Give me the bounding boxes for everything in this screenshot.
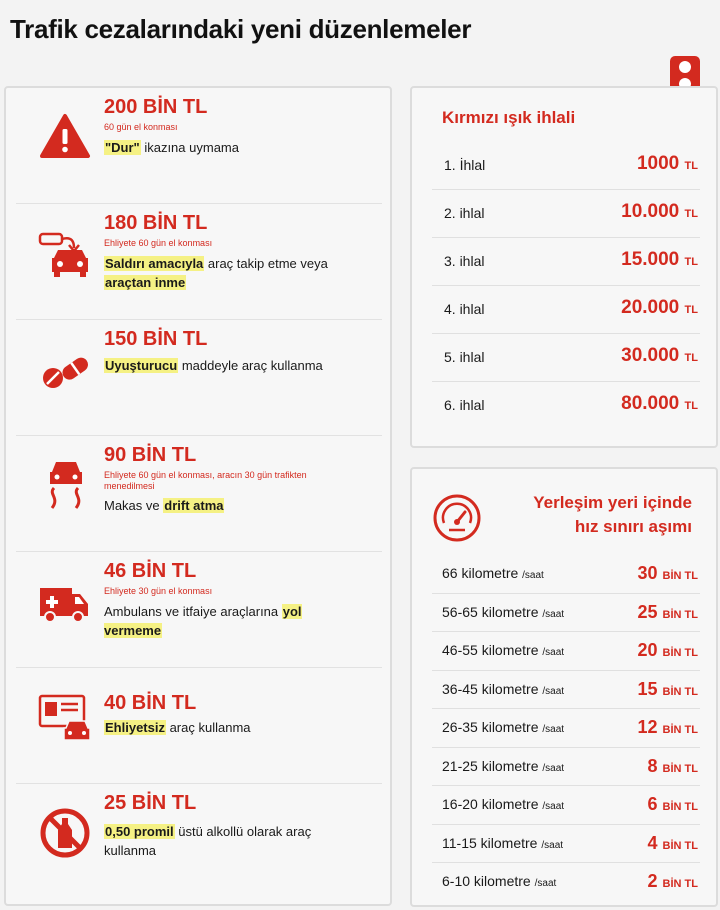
penalty-item [16, 436, 382, 552]
speed-title: Yerleşim yeri içinde hız sınırı aşımı [533, 493, 692, 536]
penalty-desc: Ehliyetsiz araç kullanma [105, 720, 251, 735]
penalty-item [16, 552, 382, 668]
red-light-panel [410, 86, 718, 448]
speed-range: 36-45 kilometre /saat [442, 680, 565, 697]
speed-fine: 4 BİN TL [647, 832, 698, 853]
penalty-sub: Ehliyete 60 gün el konması [104, 238, 213, 248]
speedometer-icon [432, 493, 482, 543]
speed-fine: 8 BİN TL [647, 755, 698, 776]
speed-range: 56-65 kilometre /saat [442, 603, 565, 620]
violation-label: 3. ihlal [444, 253, 485, 269]
penalty-amount: 46 BİN TL [104, 560, 197, 582]
penalty-item [16, 204, 382, 320]
speed-range: 6-10 kilometre /saat [442, 873, 557, 889]
violation-row [432, 190, 700, 238]
highlight-text: Ehliyetsiz [105, 720, 165, 735]
penalty-amount: 40 BİN TL [104, 692, 197, 714]
speed-range: 21-25 kilometre /saat [442, 757, 565, 774]
violation-row [432, 382, 700, 430]
no-alcohol-icon [38, 806, 92, 860]
violation-row [432, 334, 700, 382]
penalties-panel [4, 86, 392, 906]
speed-fine: 2 BİN TL [647, 871, 698, 891]
penalty-sub: Ehliyete 30 gün el konması [104, 586, 213, 596]
penalty-amount: 180 BİN TL [104, 212, 208, 234]
violation-row [432, 238, 700, 286]
penalty-item [16, 320, 382, 436]
speed-row [432, 555, 700, 594]
speed-fine: 20 BİN TL [637, 640, 698, 660]
penalty-desc: Uyuşturucu maddeyle araç kullanma [105, 358, 323, 373]
speed-range: 66 kilometre /saat [442, 565, 544, 581]
pill-icon [38, 342, 92, 396]
speed-fine: 12 BİN TL [637, 717, 698, 737]
penalty-desc: Makas ve drift atma [104, 498, 224, 513]
violation-label: 2. ihlal [444, 205, 485, 221]
highlight-text: 0,50 promil [105, 824, 174, 839]
speed-fine: 6 BİN TL [647, 794, 698, 814]
penalty-item [16, 784, 382, 900]
warning-triangle-icon [38, 110, 92, 164]
penalty-desc: Ambulans ve itfaiye araçlarına yol vermeme [104, 604, 302, 638]
penalty-sub: Ehliyete 60 gün el konması, aracın 30 gün trafikten menedilmesi [104, 470, 307, 491]
violation-fine: 30.000 TL [621, 345, 698, 366]
speed-row [432, 594, 700, 633]
ambulance-icon [38, 574, 92, 628]
car-chase-icon [38, 226, 92, 280]
violation-fine: 10.000 TL [621, 201, 698, 222]
violation-row [432, 142, 700, 190]
penalty-item [16, 88, 382, 204]
highlight-text: drift atma [164, 498, 224, 513]
speed-row [432, 748, 700, 787]
penalty-amount: 150 BİN TL [104, 328, 208, 350]
violation-label: 4. ihlal [444, 301, 485, 317]
speed-fine: 30 BİN TL [637, 563, 698, 583]
speed-fine: 15 BİN TL [637, 678, 698, 699]
highlight-text: araçtan inme [105, 275, 186, 290]
speed-range: 16-20 kilometre /saat [442, 796, 565, 812]
speed-fine: 25 BİN TL [637, 601, 698, 622]
speed-range: 11-15 kilometre /saat [442, 834, 564, 851]
skidding-car-icon [38, 458, 92, 512]
highlight-text: yol vermeme [104, 604, 302, 638]
speed-limit-panel [410, 467, 718, 907]
violation-row [432, 286, 700, 334]
speed-row [432, 709, 700, 748]
penalty-item [16, 668, 382, 784]
license-car-icon [38, 690, 92, 744]
penalty-desc: Saldırı amacıyla araç takip etme veya araçtan inme [105, 256, 328, 290]
speed-row [432, 825, 700, 864]
violation-fine: 20.000 TL [621, 297, 698, 318]
violation-fine: 15.000 TL [621, 249, 698, 270]
speed-row [432, 786, 700, 825]
violation-fine: 80.000 TL [621, 393, 698, 414]
highlight-text: Uyuşturucu [105, 358, 178, 373]
violation-fine: 1000 TL [636, 153, 698, 174]
violation-label: 5. ihlal [444, 349, 485, 365]
penalty-amount: 25 BİN TL [104, 792, 197, 814]
speed-row [432, 863, 700, 902]
highlight-text: Saldırı amacıyla [105, 256, 204, 271]
highlight-text: "Dur" [105, 140, 140, 155]
penalty-amount: 200 BİN TL [104, 96, 208, 118]
speed-row [432, 632, 700, 671]
violation-label: 6. ihlal [444, 397, 485, 413]
penalty-sub: 60 gün el konması [104, 122, 178, 132]
penalty-desc: "Dur" ikazına uymama [105, 140, 239, 155]
penalty-desc: 0,50 promil üstü alkollü olarak araç kullanma [104, 824, 312, 858]
page-title: Trafik cezalarındaki yeni düzenlemeler [10, 14, 472, 44]
speed-range: 26-35 kilometre /saat [442, 719, 565, 735]
red-light-title: Kırmızı ışık ihlali [442, 108, 576, 127]
speed-range: 46-55 kilometre /saat [442, 642, 565, 658]
violation-label: 1. İhlal [444, 157, 486, 173]
penalty-amount: 90 BİN TL [104, 444, 197, 466]
speed-row [432, 671, 700, 710]
